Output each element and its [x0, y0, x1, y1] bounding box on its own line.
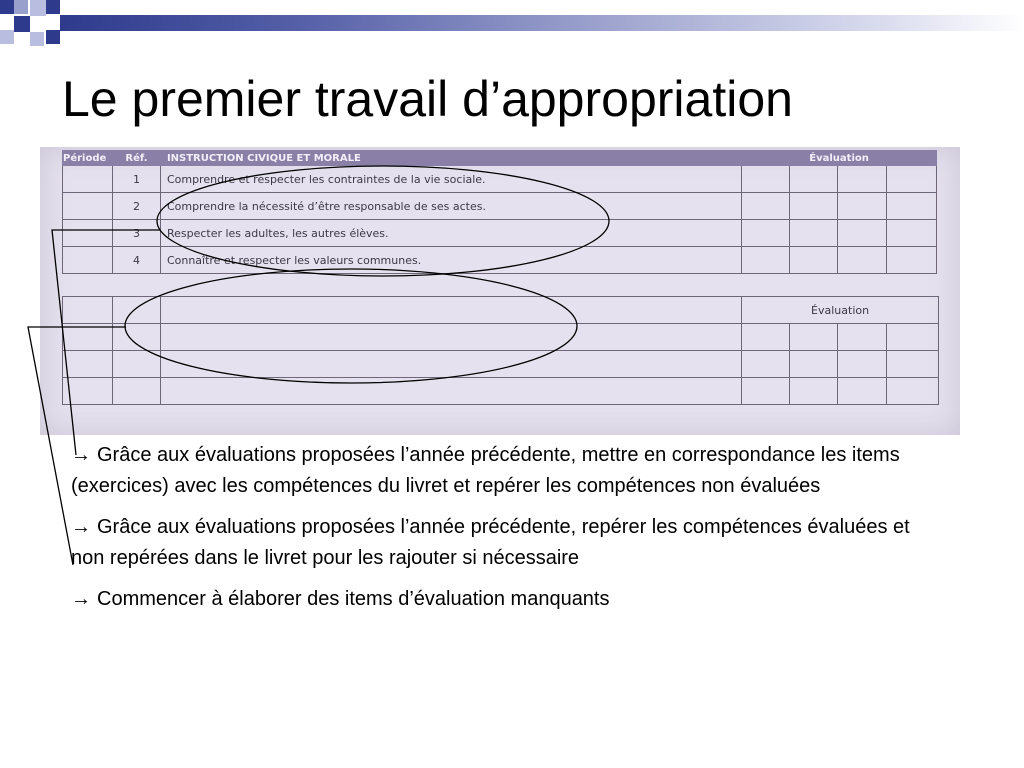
ref-cell: 4: [112, 247, 160, 274]
highlight-ellipse-bottom: [125, 269, 577, 383]
bullet-text: Commencer à élaborer des items d’évaluation manquants: [97, 588, 610, 610]
competency-cell: Respecter les adultes, les autres élèves.: [160, 220, 741, 247]
ref-cell: 1: [112, 166, 160, 193]
bullet-item: [71, 512, 911, 574]
slide-title: Le premier travail d’appropriation: [62, 71, 793, 127]
arrow-icon: →: [71, 516, 91, 538]
ref-header: Réf.: [112, 151, 160, 166]
competency-cell: Comprendre la nécessité d’être responsable de ses actes.: [160, 193, 741, 220]
ref-cell: 2: [112, 193, 160, 220]
evaluation-header: Évaluation: [742, 151, 937, 166]
bullet-text: Grâce aux évaluations proposées l’année précédente, repérer les compétences évaluées et non repérées dans le livret pour les rajouter si nécessaire: [71, 516, 910, 569]
connector-line-top: [52, 230, 160, 455]
arrow-icon: →: [71, 444, 91, 466]
section-header: INSTRUCTION CIVIQUE ET MORALE: [160, 151, 741, 166]
bullet-text: Grâce aux évaluations proposées l’année précédente, mettre en correspondance les items (exercices) avec les compétences du livret et repérer les compétences non évaluées: [71, 444, 900, 497]
competency-cell: Comprendre et respecter les contraintes de la vie sociale.: [160, 166, 741, 193]
competency-cell: Connaître et respecter les valeurs communes.: [160, 247, 741, 274]
highlight-ellipse-top: [157, 166, 609, 276]
bullet-item: [71, 440, 911, 502]
bullet-list: [71, 440, 911, 625]
arrow-icon: →: [71, 588, 91, 610]
ref-cell: 3: [112, 220, 160, 247]
evaluation-header: Évaluation: [742, 297, 939, 324]
bullet-item: [71, 584, 911, 615]
period-header: Période: [63, 151, 113, 166]
